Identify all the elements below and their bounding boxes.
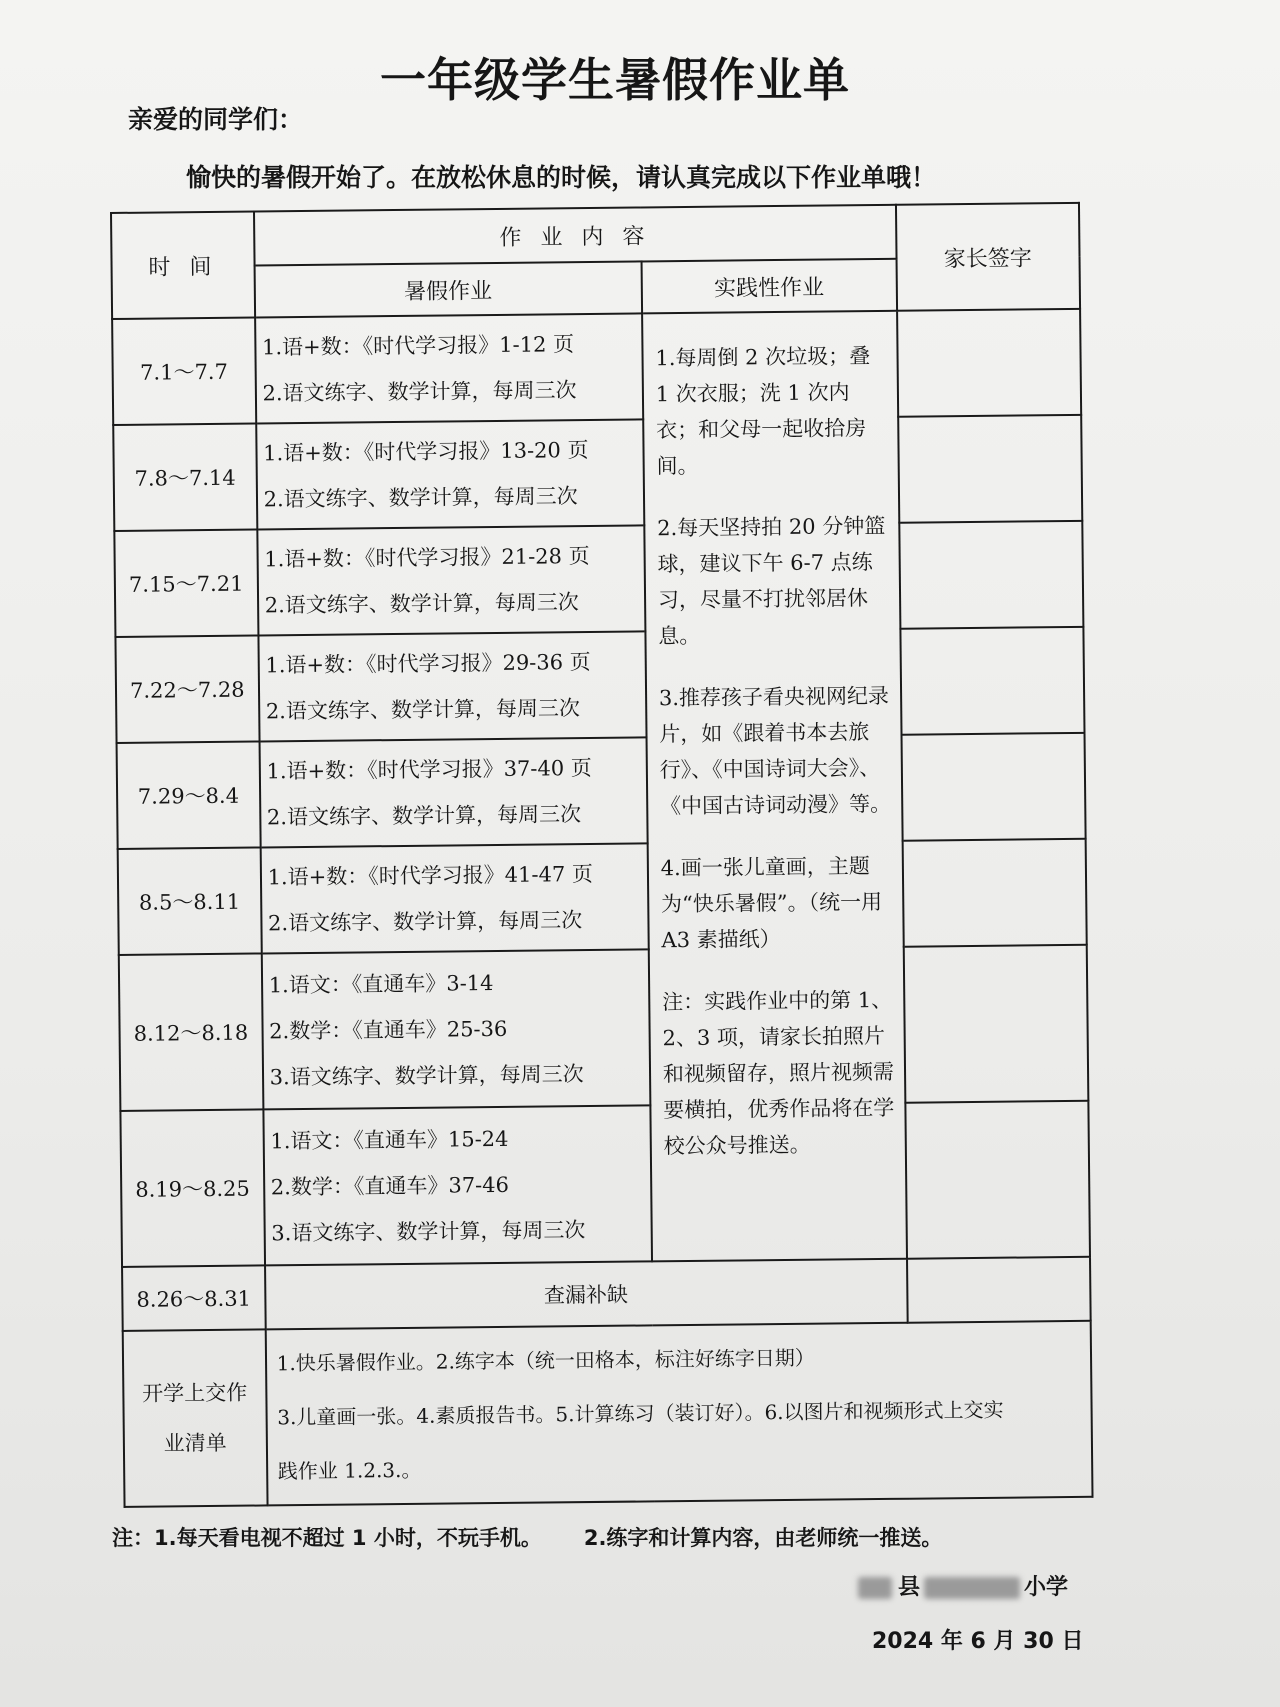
footnote-part2: 2.练字和计算内容，由老师统一推送。 xyxy=(583,1526,943,1550)
header-content: 作 业 内 容 xyxy=(254,205,896,266)
school-name-part: 小学 xyxy=(1024,1575,1069,1600)
row-content: 查漏补缺 xyxy=(265,1259,908,1330)
practice-item: 2.每天坚持拍 20 分钟篮球，建议下午 6-7 点练习，尽量不打扰邻居休息。 xyxy=(657,513,886,649)
page-title: 一年级学生暑假作业单 xyxy=(380,53,850,107)
table-row xyxy=(115,627,1084,743)
row-period: 8.5～8.11 xyxy=(118,847,262,954)
practice-item: 4.画一张儿童画，主题为“快乐暑假”。（统一用 A3 素描纸） xyxy=(660,854,883,953)
task-line: 1.语+数：《时代学习报》29-36 页 xyxy=(265,649,591,678)
row-tasks xyxy=(263,1105,652,1265)
practice-homework-cell xyxy=(642,311,907,1262)
task-line: 1.语+数：《时代学习报》41-47 页 xyxy=(267,861,594,890)
row-period: 8.12～8.18 xyxy=(119,953,263,1110)
table-row xyxy=(118,839,1087,955)
footnote xyxy=(112,1522,942,1552)
row-tasks xyxy=(259,737,647,847)
task-line: 2.语文练字、数学计算，每周三次 xyxy=(264,590,579,618)
checklist-line: 践作业 1.2.3.。 xyxy=(277,1457,422,1484)
table-row xyxy=(114,521,1083,637)
checklist-line: 1.快乐暑假作业。2.练字本（统一田格本，标注好练字日期） xyxy=(276,1345,815,1376)
signature-cell[interactable] xyxy=(900,627,1085,735)
task-line: 3.语文练字、数学计算，每周三次 xyxy=(271,1218,586,1246)
task-line: 1.语文：《直通车》3-14 xyxy=(268,971,494,998)
task-line: 1.语+数：《时代学习报》21-28 页 xyxy=(264,543,590,572)
table-row xyxy=(117,733,1086,849)
table-row xyxy=(120,1101,1090,1267)
checklist-row xyxy=(123,1321,1093,1507)
signature-cell[interactable] xyxy=(898,415,1083,523)
homework-table xyxy=(110,202,1094,1508)
table-row xyxy=(119,945,1089,1111)
row-period: 7.15～7.21 xyxy=(114,529,258,636)
header-practice-homework: 实践性作业 xyxy=(641,259,896,314)
signature-cell[interactable] xyxy=(901,733,1086,841)
signature-cell[interactable] xyxy=(903,945,1088,1103)
signature-cell[interactable] xyxy=(899,521,1084,629)
task-line: 2.语文练字、数学计算，每周三次 xyxy=(265,696,581,724)
table-row xyxy=(113,415,1082,531)
school-name-part: 县 xyxy=(898,1575,921,1600)
checklist-label: 开学上交作业清单 xyxy=(123,1329,267,1506)
row-period: 7.22～7.28 xyxy=(115,635,259,742)
signature-cell[interactable] xyxy=(902,839,1087,947)
task-line: 2.语文练字、数学计算，每周三次 xyxy=(266,802,582,830)
header-time: 时 间 xyxy=(111,211,255,318)
issue-date: 2024 年 6 月 30 日 xyxy=(872,1629,1084,1654)
header-summer-homework: 暑假作业 xyxy=(254,261,642,317)
task-line: 1.语+数：《时代学习报》1-12 页 xyxy=(261,332,575,360)
intro-text: 愉快的暑假开始了。在放松休息的时候，请认真完成以下作业单哦！ xyxy=(186,163,937,192)
checklist-content xyxy=(265,1321,1092,1506)
row-tasks xyxy=(256,419,644,529)
row-tasks xyxy=(261,949,650,1109)
row-period: 8.26～8.31 xyxy=(122,1265,265,1330)
header-signature: 家长签字 xyxy=(896,203,1081,311)
row-tasks xyxy=(258,631,646,741)
checklist-line: 3.儿童画一张。4.素质报告书。5.计算练习（装订好）。6.以图片和视频形式上交实 xyxy=(277,1397,1004,1430)
row-period: 8.19～8.25 xyxy=(120,1109,264,1266)
row-period: 7.29～8.4 xyxy=(117,741,261,848)
task-line: 1.语+数：《时代学习报》37-40 页 xyxy=(266,755,592,784)
signature-cell[interactable] xyxy=(897,309,1082,417)
row-period: 7.1～7.7 xyxy=(112,317,256,424)
task-line: 2.语文练字、数学计算，每周三次 xyxy=(267,908,583,936)
table-row xyxy=(112,309,1081,425)
task-line: 3.语文练字、数学计算，每周三次 xyxy=(269,1062,584,1090)
table-row xyxy=(122,1257,1091,1331)
task-line: 1.语+数：《时代学习报》13-20 页 xyxy=(263,438,589,466)
signature-cell[interactable] xyxy=(905,1101,1090,1259)
row-tasks xyxy=(257,525,645,635)
task-line: 2.数学：《直通车》25-36 xyxy=(269,1016,508,1044)
task-line: 2.数学：《直通车》37-46 xyxy=(270,1172,510,1200)
task-line: 2.语文练字、数学计算，每周三次 xyxy=(262,378,577,406)
redacted-text xyxy=(858,1577,892,1599)
school-name xyxy=(858,1570,1068,1601)
footnote-part1: 注：1.每天看电视不超过 1 小时，不玩手机。 xyxy=(112,1526,542,1550)
signature-cell[interactable] xyxy=(907,1257,1091,1323)
row-tasks xyxy=(255,313,643,423)
task-line: 2.语文练字、数学计算，每周三次 xyxy=(263,484,578,512)
task-line: 1.语文：《直通车》15-24 xyxy=(270,1126,509,1154)
greeting: 亲爱的同学们： xyxy=(128,105,304,134)
practice-item: 1.每周倒 2 次垃圾；叠 1 次衣服；洗 1 次内衣；和父母一起收拾房间。 xyxy=(655,344,871,479)
practice-note: 注：实践作业中的第 1、2、3 项，请家长拍照片和视频留存，照片视频需要横拍，优秀作品将在学校公众号推送。 xyxy=(662,987,895,1159)
row-period: 7.8～7.14 xyxy=(113,423,257,530)
row-tasks xyxy=(260,843,648,953)
practice-item: 3.推荐孩子看央视网纪录片，如《跟着书本去旅行》、《中国诗词大会》、《中国古诗词动漫》等。 xyxy=(658,683,892,819)
redacted-text xyxy=(924,1577,1020,1599)
